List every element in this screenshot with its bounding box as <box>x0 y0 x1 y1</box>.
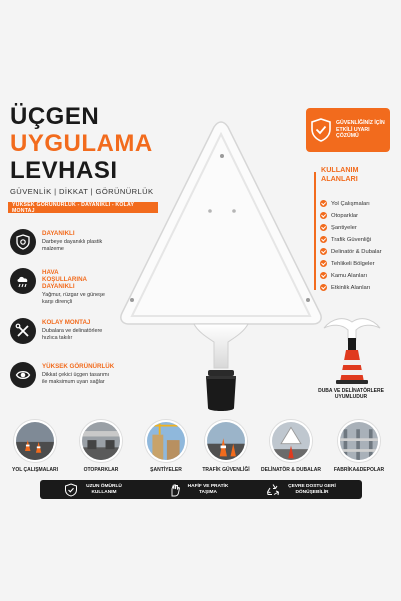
check-icon <box>320 224 327 231</box>
feature-title: DAYANIKLI <box>42 230 75 237</box>
check-icon <box>320 212 327 219</box>
feature-desc: Dikkat çekici üçgen tasarımı ile maksimum uyarı sağlar <box>42 372 110 385</box>
check-icon <box>320 260 327 267</box>
feature-desc: Darbeye dayanıklı plastik malzeme <box>42 239 103 252</box>
photo-road-works <box>14 420 56 462</box>
usage-heading: KULLANIM ALANLARI <box>321 165 359 183</box>
rain-cloud-icon <box>10 268 36 294</box>
check-icon <box>320 248 327 255</box>
feature-desc: Yağmur, rüzgar ve güneşe karşı dirençli <box>42 292 105 305</box>
benefit-item <box>266 480 340 499</box>
badge-text: GÜVENLİĞİNİZ İÇİN ETKİLİ UYARI ÇÖZÜMÜ <box>336 120 385 140</box>
eye-icon <box>10 362 36 388</box>
cone-mount-image <box>322 312 382 384</box>
photo-delineators <box>270 420 312 462</box>
usage-item-label: Delinatör & Dubalar <box>331 248 382 255</box>
usage-item <box>320 224 357 231</box>
title-line-3: LEVHASI <box>10 157 118 184</box>
usage-item-label: Şantiyeler <box>331 224 357 231</box>
photo-label: YOL ÇALIŞMALARI <box>11 467 59 473</box>
benefit-text: HAFİF VE PRATİK TAŞIMA <box>187 483 229 495</box>
subtitle: GÜVENLİK | DİKKAT | GÖRÜNÜRLÜK <box>10 187 154 196</box>
usage-item <box>320 272 367 279</box>
photo-traffic-safety <box>205 420 247 462</box>
photo-label: TRAFİK GÜVENLİĞİ <box>202 467 250 473</box>
photo-parking <box>80 420 122 462</box>
shield-gear-icon <box>10 229 36 255</box>
usage-item <box>320 236 371 243</box>
cone-caption: DUBA VE DELİNATÖRLERE UYUMLUDUR <box>318 388 384 401</box>
wrench-screwdriver-icon <box>10 318 36 344</box>
usage-item-label: Otoparklar <box>331 212 359 219</box>
photo-label: DELİNATÖR & DUBALAR <box>261 467 321 473</box>
usage-item-label: Tehlikeli Bölgeler <box>331 260 375 267</box>
check-icon <box>320 200 327 207</box>
photo-factory <box>338 420 380 462</box>
photo-label: FABRİKA&DEPOLAR <box>333 467 385 473</box>
usage-item <box>320 212 358 219</box>
feature-desc: Dubalara ve delinatörlere hızlıca takılır <box>42 328 103 341</box>
benefit-item <box>168 480 230 499</box>
usage-divider <box>314 172 316 290</box>
recycle-icon <box>266 483 280 497</box>
check-icon <box>320 284 327 291</box>
check-icon <box>320 236 327 243</box>
shield-check-icon <box>310 117 332 143</box>
shield-check-icon <box>64 483 78 497</box>
feature-ribbon: YÜKSEK GÖRÜNÜRLÜK - DAYANIKLI - KOLAY MONTAJ <box>8 202 158 213</box>
usage-item-label: Yol Çalışmaları <box>331 200 370 207</box>
usage-item <box>320 248 382 255</box>
benefit-text: ÇEVRE DOSTU GERİ DÖNÜŞEBİLİR <box>288 483 336 495</box>
triangle-sign-image <box>118 120 324 420</box>
feature-title: KOLAY MONTAJ <box>42 319 91 326</box>
benefits-bar <box>40 480 362 499</box>
photo-construction <box>145 420 187 462</box>
hand-icon <box>168 483 182 497</box>
benefit-item <box>64 480 126 499</box>
usage-item-label: Trafik Güvenliği <box>331 236 372 243</box>
usage-item <box>320 284 370 291</box>
feature-title: HAVA KOŞULLARINA DAYANIKLI <box>42 269 87 291</box>
safety-badge <box>306 108 390 152</box>
benefit-text: UZUN ÖMÜRLÜ KULLANIM <box>86 483 122 495</box>
title-line-1: ÜÇGEN <box>10 103 100 130</box>
check-icon <box>320 272 327 279</box>
photo-label: ŞANTİYELER <box>150 467 182 473</box>
usage-item-label: Kamu Alanları <box>331 272 368 279</box>
usage-item <box>320 260 375 267</box>
photo-label: OTOPARKLAR <box>83 467 119 473</box>
usage-item <box>320 200 370 207</box>
usage-item-label: Etkinlik Alanları <box>331 284 371 291</box>
title-line-2: UYGULAMA <box>10 130 153 157</box>
feature-title: YÜKSEK GÖRÜNÜRLÜK <box>42 363 115 370</box>
